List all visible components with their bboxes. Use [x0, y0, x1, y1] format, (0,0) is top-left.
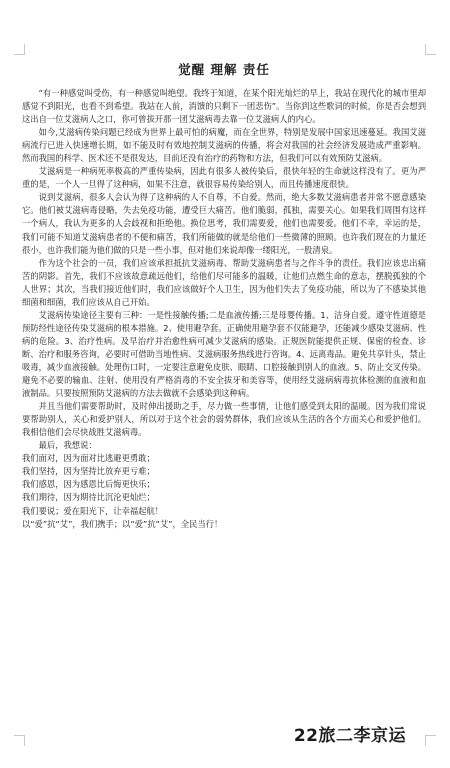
crop-mark-bottom-right — [425, 735, 436, 746]
poem-line: 我们期待，因为期待比沉沦更灿烂； — [22, 492, 155, 503]
author-signature: 22旅二李京运 — [293, 726, 406, 746]
poem-line: 我们要说；爱在阳光下，让幸福起航！ — [22, 505, 164, 516]
paragraph-responsibility: 作为这个社会的一员，我们应该承担抵抗艾滋病毒、帮助艾滋病患者与之作斗争的责任。我们应该忠出痛苦的阴影。首先，我们不应该故意疏远他们，给他们尽可能多的温暖，让他们点燃生命的意志，摆脱孤独的个人世界；其次，当我们接近他们时，我们应该做好个人卫生，因为他们失去了免疫功能，所以为了不感染其他细菌和细菌，我们应该从自己开始。 — [22, 257, 426, 307]
crop-mark-bottom-left — [14, 735, 25, 746]
closing-intro: 最后，我想说： — [38, 440, 97, 451]
poem-line: 我们感恩，因为感恩比后悔更快乐； — [22, 479, 155, 490]
paragraph-help-others: 并且当他们需要帮助时，及时伸出援助之手，尽力做一些事情，让他们感受到太阳的温暖。因为我们常说要帮助别人，关心和爱护别人，所以对于这个社会的弱势群体，我们应该从生活的各个方面关心和爱护他们。我相信他们会尽快战胜艾滋病毒。 — [22, 401, 426, 438]
poem-line: 我们面对，因为面对比逃避更勇敢； — [22, 453, 155, 464]
paragraph-intro-lyrics: “有一种感觉叫受伤，有一种感觉叫绝望。我终于知道，在某个阳光灿烂的早上，我站在现代化的城市里却感觉不到阳光，也看不到希望。我站在人前，消馈的只剩下一团悲伤”。当你到这些歌词的时候，你是否会想到这出自一位艾滋病人之口，你可曾拔开那一团艾滋病毒去靠一位艾滋病人的内心。 — [22, 88, 426, 125]
paragraph-disease-severity: 艾滋病是一种病死率极高的严重传染病，因此有很多人被传染后，很快年轻的生命就这样没有了。更为严重的是，一个人一旦得了这种病，如果不注意，就很容易传染给别人，而且传播速度很快。 — [22, 166, 426, 190]
document-page — [22, 60, 426, 531]
poem-line: 我们坚持，因为坚持比放弃更亏难； — [22, 466, 155, 477]
paragraph-aids-spread: 如今,艾滋病传染问题已经成为世界上最可怕的病魔，而在全世界，特别是发展中国家迅速蔓延。我国艾滋病流行已进入快速增长期，如不能及时有效地控制艾滋病的传播，将会对我国的社会经济发展造成严重影响。然而我国的科学、医术还不是很发达，目前还没有治疗的药物和方法，但我们可以有效预防艾滋病。 — [22, 127, 426, 164]
paragraph-transmission-routes: 艾滋病传染途径主要有三种：一是性接触传播;二是血液传播;三是母婴传播。1、洁身自爱。遵守性道德是预防经性途径传染艾滋病的根本措施。2、使用避孕套。正确使用避孕套不仅能避孕，还能减少感染艾滋病、性病的危险。3、治疗性病。及早治疗并治愈性病可减少艾滋病的感染。正规医院能提供正规、保密的检查、诊断、治疗和服务咨询，必要时可借助当地性病、艾滋病服务热线进行咨询。4、远离毒品。避免共享针头，禁止吸毒，减少血液接触。处理伤口时，一定要注意避免皮肤、眼睛、口腔接触到别人的血液。5、防止交叉传染。避免不必要的输血、注射、使用没有严格消毒的不安全拔牙和美容等，使用经艾滋病病毒抗体检测的血液和血液制品。只要按照预防艾滋病的方法去做就不会感染到这种病。 — [22, 309, 426, 399]
paragraph-empathy: 说到艾滋病，很多人会认为得了这种病的人不自尊，不自爱。然而，绝大多数艾滋病患者并常不愿意感染它。他们被艾滋病毒侵略，失去免疫功能，遭受巨大痛苦。他们脆弱，孤独，需要关心。如果我们周围有这样一个病人，我认为更多的人会歧视和拒绝他。换位思考，我们需要爱，他们也需要爱。他们不幸，幸运的是，我们可能不知道艾滋病患者的不便和痛苦，我们所能做的就是给他们一些微薄的照顾。也许我们现在的力量还很小，也许我们能为他们做的只是一些小事，但对他们来说却像一缕阳光，一股清泉。 — [22, 192, 426, 255]
closing-poem — [22, 439, 426, 530]
poem-line: 以“爱”抗“艾”，我们携手；以“爱”抗“艾”，全民当行！ — [22, 518, 223, 529]
crop-mark-top-left — [14, 44, 25, 55]
crop-mark-top-right — [425, 44, 436, 55]
document-title: 觉醒 理解 责任 — [178, 62, 270, 77]
